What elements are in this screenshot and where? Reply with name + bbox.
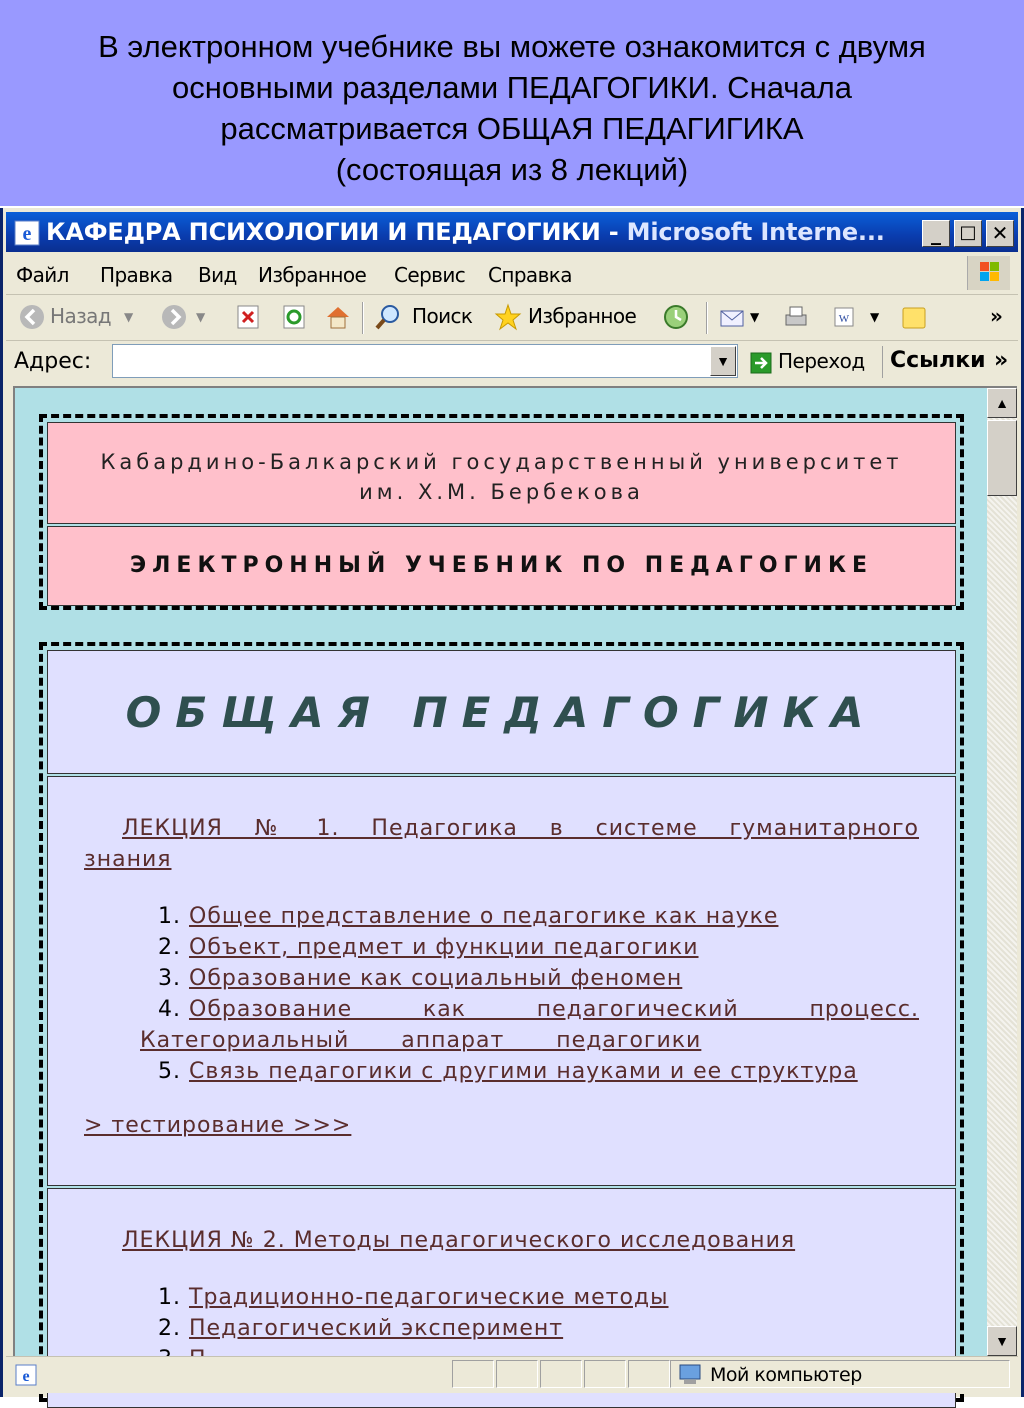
section-title: ОБЩАЯ ПЕДАГОГИКА — [47, 650, 956, 774]
address-label: Адрес: — [14, 349, 92, 374]
refresh-icon[interactable] — [280, 303, 308, 331]
back-icon[interactable] — [18, 303, 46, 331]
title-bar[interactable] — [6, 212, 1018, 252]
menu-bar — [6, 254, 1018, 295]
test-link[interactable]: > тестирование >>> — [84, 1113, 352, 1138]
status-zone: Мой компьютер — [710, 1364, 862, 1386]
topic-link[interactable]: Педагогический эксперимент — [189, 1316, 564, 1341]
edit-word-icon[interactable] — [830, 303, 858, 331]
edit-dropdown-icon[interactable]: ▼ — [870, 310, 879, 324]
svg-text:W: W — [838, 313, 850, 325]
history-icon[interactable] — [662, 303, 690, 331]
links-button[interactable]: Ссылки — [890, 348, 986, 373]
lecture-1 — [47, 776, 956, 1186]
favorites-star-icon[interactable] — [494, 303, 522, 331]
toolbar-more-button[interactable]: » — [990, 304, 1003, 328]
list-item: 2. Педагогический эксперимент — [158, 1316, 564, 1341]
back-button[interactable]: Назад — [50, 304, 112, 328]
scroll-up-icon[interactable]: ▲ — [987, 388, 1017, 418]
search-button[interactable]: Поиск — [412, 304, 473, 328]
print-icon[interactable] — [782, 303, 810, 331]
home-icon[interactable] — [324, 303, 352, 331]
list-item: 1. Традиционно-педагогические методы — [158, 1285, 669, 1310]
notes-icon[interactable] — [900, 303, 928, 331]
address-bar — [6, 342, 1018, 382]
mail-icon[interactable] — [718, 303, 746, 331]
menu-favorites[interactable]: Избранное — [258, 263, 367, 287]
links-more-button[interactable]: » — [994, 348, 1009, 373]
topic-link[interactable]: Связь педагогики с другими науками и ее структура — [189, 1059, 858, 1084]
scroll-down-icon[interactable]: ▼ — [987, 1326, 1017, 1356]
list-item: 1. Общее представление о педагогике как науке — [158, 904, 779, 929]
list-item: 4. Образование как педагогический процесс. Категориальный аппарат педагогики — [140, 997, 919, 1053]
window-title: КАФЕДРА ПСИХОЛОГИИ И ПЕДАГОГИКИ - Microsoft Interne... — [46, 218, 885, 246]
menu-view[interactable]: Вид — [198, 263, 237, 287]
maximize-button[interactable]: □ — [954, 220, 982, 247]
address-dropdown-icon[interactable]: ▼ — [710, 346, 736, 376]
status-segment — [496, 1360, 538, 1388]
toolbar — [6, 296, 1018, 341]
close-button[interactable]: ✕ — [986, 220, 1014, 247]
topic-link[interactable]: Традиционно-педагогические методы — [189, 1285, 669, 1310]
stop-icon[interactable] — [234, 303, 262, 331]
topic-link[interactable]: Объект, предмет и функции педагогики — [189, 935, 699, 960]
forward-dropdown-icon[interactable]: ▼ — [196, 310, 205, 324]
browser-window — [0, 208, 1024, 1397]
status-segment — [628, 1360, 670, 1388]
header-block — [39, 414, 964, 610]
go-button[interactable]: Переход — [778, 349, 865, 373]
caption-line: рассматривается ОБЩАЯ ПЕДАГИГИКА — [220, 111, 804, 146]
status-segment — [584, 1360, 626, 1388]
mail-dropdown-icon[interactable]: ▼ — [750, 310, 759, 324]
address-input[interactable] — [112, 344, 738, 378]
university-line-1: Кабардино-Балкарский государственный университет — [100, 450, 903, 474]
caption-line: основными разделами ПЕДАГОГИКИ. Сначала — [172, 70, 852, 105]
university-line-2: им. Х.М. Бербекова — [359, 480, 644, 504]
go-arrow-icon[interactable] — [750, 352, 772, 374]
svg-text:e: e — [22, 1368, 30, 1385]
my-computer-icon — [676, 1363, 704, 1387]
topic-link[interactable]: Образование как социальный феномен — [189, 966, 683, 991]
caption-line: (состоящая из 8 лекций) — [335, 152, 689, 187]
status-bar — [6, 1356, 1018, 1393]
lecture-2-title-link[interactable]: ЛЕКЦИЯ № 2. Методы педагогического исследования — [122, 1228, 796, 1253]
ie-logo-icon — [14, 220, 40, 246]
list-item: 3. Образование как социальный феномен — [158, 966, 683, 991]
svg-text:e: e — [22, 223, 32, 245]
ebook-title: ЭЛЕКТРОННЫЙ УЧЕБНИК ПО ПЕДАГОГИКЕ — [47, 526, 956, 606]
menu-tools[interactable]: Сервис — [394, 263, 466, 287]
minimize-button[interactable]: _ — [922, 220, 950, 247]
search-icon[interactable] — [374, 303, 402, 331]
status-segment — [540, 1360, 582, 1388]
slide-caption — [0, 0, 1024, 206]
favorites-button[interactable]: Избранное — [528, 304, 637, 328]
status-segment — [452, 1360, 494, 1388]
lecture-1-topics — [84, 901, 919, 1087]
caption-line: В электронном учебнике вы можете ознакомится с двумя — [98, 29, 926, 64]
list-item: 2. Объект, предмет и функции педагогики — [158, 935, 699, 960]
scroll-thumb[interactable] — [987, 420, 1017, 496]
menu-edit[interactable]: Правка — [100, 263, 173, 287]
page-viewport — [13, 386, 989, 1356]
content-block — [39, 642, 964, 1402]
windows-logo-icon — [967, 256, 1010, 290]
lecture-1-title-link[interactable]: ЛЕКЦИЯ № 1. Педагогика в системе гуманитарного знания — [84, 816, 919, 872]
vertical-scrollbar[interactable] — [987, 386, 1017, 1358]
menu-file[interactable]: Файл — [16, 263, 69, 287]
topic-link[interactable]: Общее представление о педагогике как науке — [189, 904, 779, 929]
topic-link[interactable]: Образование как педагогический процесс. Категориальный аппарат педагогики — [140, 997, 919, 1053]
forward-icon[interactable] — [160, 303, 188, 331]
page-status-icon — [14, 1363, 38, 1387]
university-name — [47, 422, 956, 524]
list-item: 5. Связь педагогики с другими науками и ее структура — [158, 1059, 858, 1084]
menu-help[interactable]: Справка — [488, 263, 572, 287]
back-dropdown-icon[interactable]: ▼ — [124, 310, 133, 324]
